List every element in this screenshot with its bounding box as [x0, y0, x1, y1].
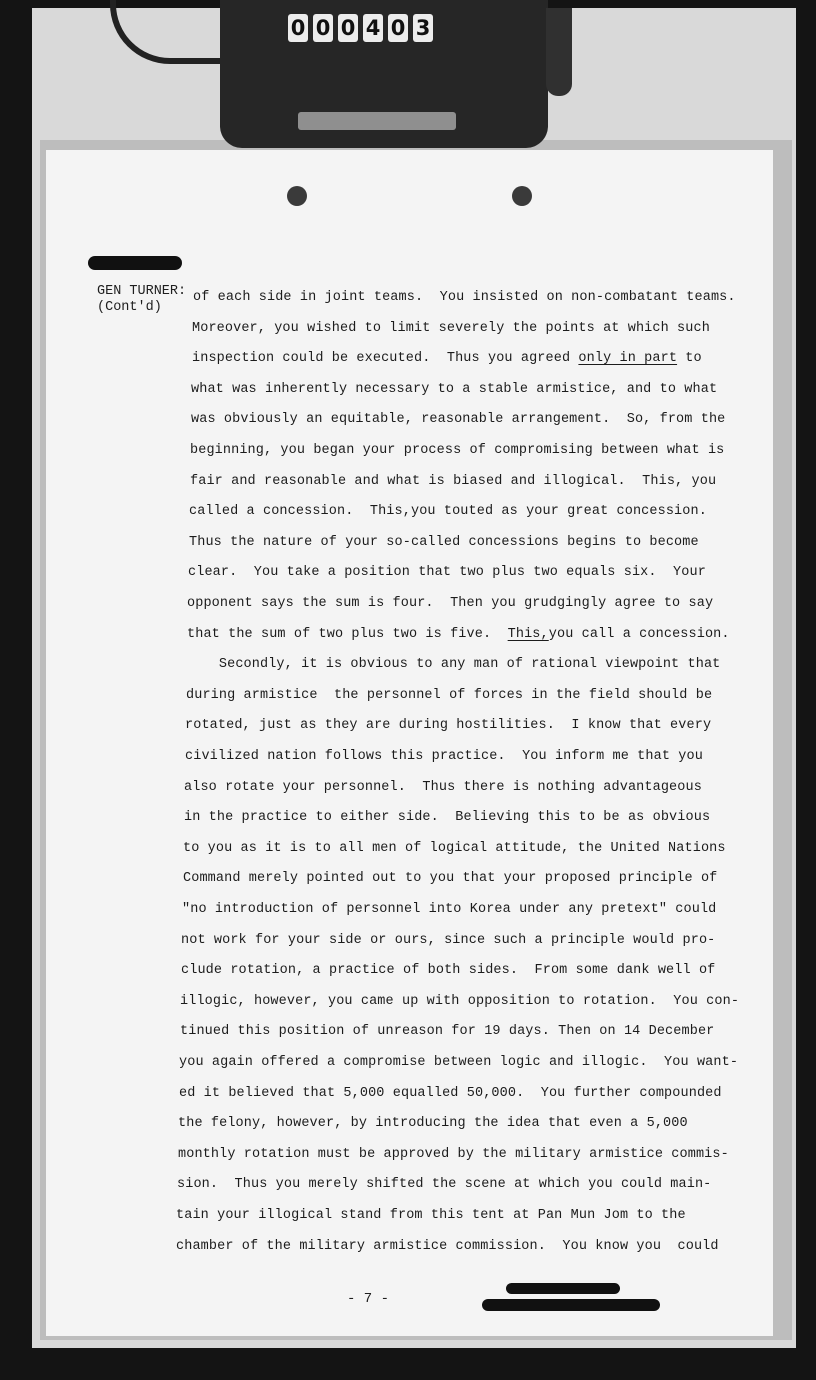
redaction-classification-bottom-2: [482, 1299, 660, 1311]
body-line: [192, 351, 702, 366]
body-line: to you as it is to all men of logical attitude, the United Nations: [183, 840, 726, 856]
body-line: clude rotation, a practice of both sides. From some dank well of: [181, 963, 716, 979]
body-text-segment: inspection could be executed. Thus you agreed: [192, 351, 579, 367]
body-line: [187, 627, 730, 642]
redaction-classification-top: [88, 256, 182, 270]
body-line: of each side in joint teams. You insisted on non-combatant teams.: [193, 290, 736, 305]
underlined-text: This,: [507, 626, 549, 642]
body-line: not work for your side or ours, since such a principle would pro-: [181, 932, 716, 948]
body-text-segment: you call a concession.: [548, 626, 730, 642]
body-line: was obviously an equitable, reasonable arrangement. So, from the: [191, 412, 726, 428]
body-line: beginning, you began your process of compromising between what is: [190, 443, 725, 458]
body-line: fair and reasonable and what is biased and illogical. This, you: [190, 473, 717, 489]
body-line: rotated, just as they are during hostilities. I know that every: [185, 718, 712, 734]
underlined-text: only in part: [578, 351, 678, 367]
frame-counter-digits: [288, 14, 433, 44]
body-line: illogic, however, you came up with opposition to rotation. You con-: [180, 993, 740, 1009]
body-line: in the practice to either side. Believing this to be as obvious: [184, 810, 711, 826]
body-text-segment: to: [677, 351, 702, 367]
page-number: - 7 -: [347, 1291, 390, 1307]
counter-digit: 0: [313, 14, 333, 42]
counter-digit: 0: [388, 14, 408, 42]
body-line: called a concession. This,you touted as your great concession.: [189, 504, 707, 520]
counter-plate: [298, 112, 456, 130]
speaker-label: GEN TURNER: (Cont'd): [97, 284, 187, 315]
body-line: Command merely pointed out to you that your proposed principle of: [183, 871, 718, 887]
body-line: tain your illogical stand from this tent at Pan Mun Jom to the: [176, 1208, 686, 1223]
body-line: clear. You take a position that two plus two equals six. Your: [188, 565, 706, 581]
body-line: Moreover, you wished to limit severely the points at which such: [192, 320, 710, 336]
counter-digit: 0: [288, 14, 308, 42]
body-line: monthly rotation must be approved by the military armistice commis-: [178, 1146, 729, 1162]
body-line: during armistice the personnel of forces in the field should be: [186, 687, 713, 703]
body-line: you again offered a compromise between logic and illogic. You want-: [179, 1055, 739, 1070]
punch-hole-left: [287, 186, 307, 206]
body-line: Secondly, it is obvious to any man of rational viewpoint that: [186, 657, 721, 673]
redaction-classification-bottom-1: [506, 1283, 620, 1294]
body-line: sion. Thus you merely shifted the scene at which you could main-: [177, 1177, 712, 1193]
body-line: ed it believed that 5,000 equalled 50,000. You further compounded: [179, 1085, 722, 1101]
counter-digit: 4: [363, 14, 383, 42]
body-line: what was inherently necessary to a stable armistice, and to what: [191, 381, 718, 397]
body-line: opponent says the sum is four. Then you grudgingly agree to say: [187, 596, 714, 611]
body-line: also rotate your personnel. Thus there is nothing advantageous: [184, 779, 702, 795]
body-line: "no introduction of personnel into Korea under any pretext" could: [182, 902, 717, 917]
body-line: the felony, however, by introducing the idea that even a 5,000: [178, 1116, 688, 1132]
counter-digit: 0: [338, 14, 358, 42]
body-line: tinued this position of unreason for 19 days. Then on 14 December: [180, 1024, 715, 1040]
counter-digit: 3: [413, 14, 433, 42]
punch-hole-right: [512, 186, 532, 206]
body-line: civilized nation follows this practice. You inform me that you: [185, 749, 703, 764]
body-line: Thus the nature of your so-called concessions begins to become: [189, 534, 699, 550]
body-line: chamber of the military armistice commission. You know you could: [176, 1238, 719, 1254]
counter-knob: [546, 8, 572, 96]
body-text-segment: that the sum of two plus two is five.: [187, 626, 508, 642]
